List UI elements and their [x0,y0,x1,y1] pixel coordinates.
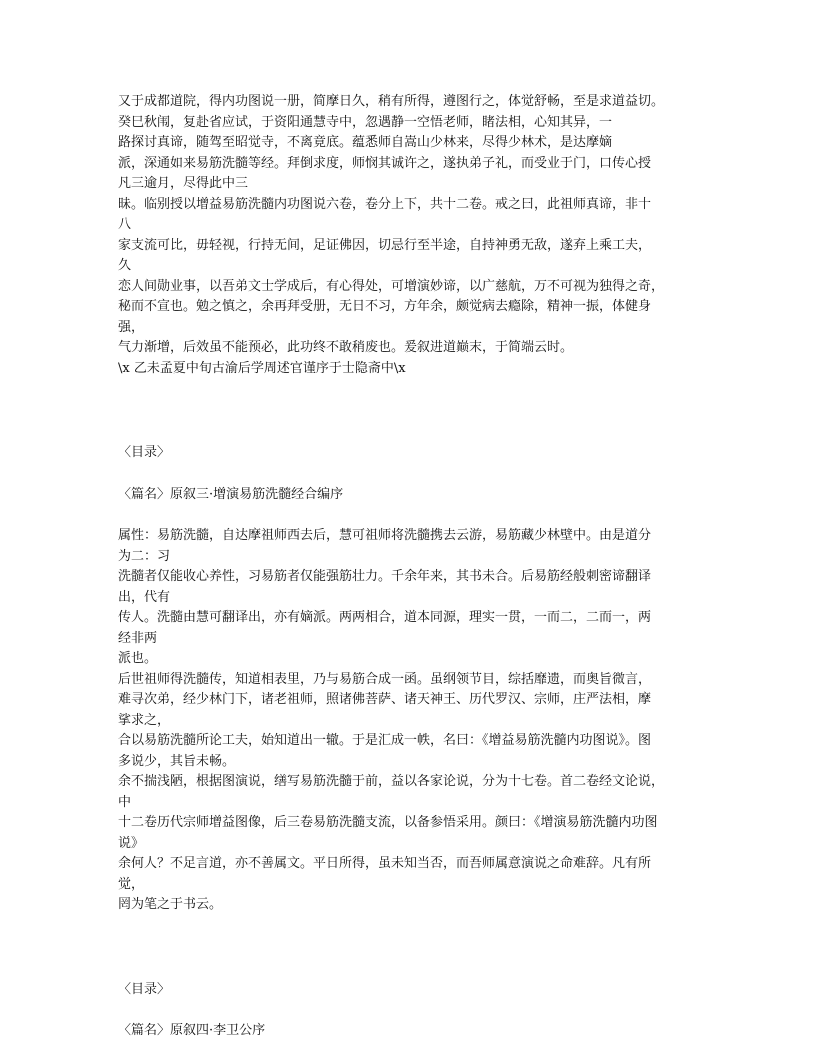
text-line: 秘而不宣也。勉之慎之，余再拜受册，无日不习，方年余，颇觉病去瘾除，精神一振，体健身 [118,299,652,314]
text-line: 家支流可比，毋轻视，行持无间，足证佛因，切忌行至半途，自持神勇无敌，遂弃上乘工夫， [118,237,652,253]
section-heading: 〈篇名〉原叙三·增演易筋洗髓经合编序 [118,486,344,502]
text-line: 强， [118,319,145,335]
text-line: 觉， [118,876,145,892]
preface-three-section [118,526,700,916]
text-line: 经非两 [118,630,158,646]
text-line: 属性：易筋洗髓，自达摩祖师西去后，慧可祖师将洗髓携去云游，易筋藏少林壁中。由是道分 [118,528,652,543]
document-page [118,92,700,1042]
toc-link[interactable]: 〈目录〉 [118,981,171,997]
text-line: 气力渐增，后效虽不能预必，此功终不敢稍废也。爰叙进道巅末，于简端云时。 [118,340,574,355]
signature-line: \x 乙未孟夏中旬古渝后学周述官谨序于士隐斋中\x [118,360,406,376]
text-line: 余何人？不足言道，亦不善属文。平日所得，虽未知当否，而吾师属意演说之命难辞。凡有所 [118,856,652,871]
text-line: 派也。 [118,651,158,666]
text-line: 癸巳秋闱，复赴省应试，于资阳通慧寺中，忽遇静一空悟老师，睹法相，心知其异，一 [118,114,613,130]
text-line: 为二：习 [118,548,171,564]
text-line: 难寻次弟，经少林门下，诸老祖师，照诸佛菩萨、诸天神王、历代罗汉、宗师，庄严法相，摩 [118,692,652,707]
text-line: 八 [118,217,132,232]
spacer [118,505,700,526]
spacer [118,464,700,485]
text-line: 凡三逾月，尽得此中三 [118,176,249,191]
preface-two-section [118,92,700,379]
text-line: 派，深通如来易筋洗髓等经。拜倒求度，师悯其诚许之，遂执弟子礼，而受业于门，口传心授 [118,155,652,171]
section-heading: 〈篇名〉原叙四·李卫公序 [118,1023,266,1038]
text-line: 洗髓者仅能收心养性，习易筋者仅能强筋壮力。千余年来，其书未合。后易筋经般刺密谛翻译 [118,569,652,584]
text-line: 后世祖师得洗髓传，知道相表里，乃与易筋合成一函。虽纲领节目，综括靡遗，而奥旨微言， [118,671,652,687]
text-line: 又于成都道院，得内功图说一册，简摩日久，稍有所得，遵图行之，体觉舒畅，至是求道益切。 [118,94,665,109]
text-line: 余不揣浅陋，根据图演说，缮写易筋洗髓于前，益以各家论说，分为十七卷。首二卷经文论说， [118,774,665,789]
text-line: 说》 [118,835,145,851]
spacer [118,916,700,959]
text-line: 多说少，其旨未畅。 [118,753,236,769]
toc-link[interactable]: 〈目录〉 [118,445,171,460]
text-line: 罔为笔之于书云。 [118,897,223,912]
spacer [118,1000,700,1021]
text-line: 中 [118,794,132,810]
text-line: 十二卷历代宗师增益图像，后三卷易筋洗髓支流，以备参悟采用。颜曰：《增演易筋洗髓内功图 [118,815,658,830]
spacer [118,959,700,980]
text-line: 昧。临别授以增益易筋洗髓内功图说六卷，卷分上下，共十二卷。戒之曰，此祖师真谛，非十 [118,196,652,212]
text-line: 路探讨真谛，随驾至昭觉寺，不离竟底。蕴悉师自嵩山少林来，尽得少林术，是达摩嫡 [118,135,613,150]
text-line: 久 [118,258,132,273]
text-line: 传人。洗髓由慧可翻译出，亦有嫡派。两两相合，道本同源，理实一贯，一而二，二而一，两 [118,610,652,625]
text-line: 恋人间勋业事，以吾弟文士学成后，有心得处，可增演妙谛，以广慈航，万不可视为独得之奇， [118,278,665,294]
spacer [118,422,700,443]
text-line: 挲求之， [118,712,171,728]
text-line: 出，代有 [118,589,171,605]
text-line: 合以易筋洗髓所论工夫，始知道出一辙。于是汇成一帙，名曰：《增益易筋洗髓内功图说》。图 [118,733,652,748]
spacer [118,379,700,422]
